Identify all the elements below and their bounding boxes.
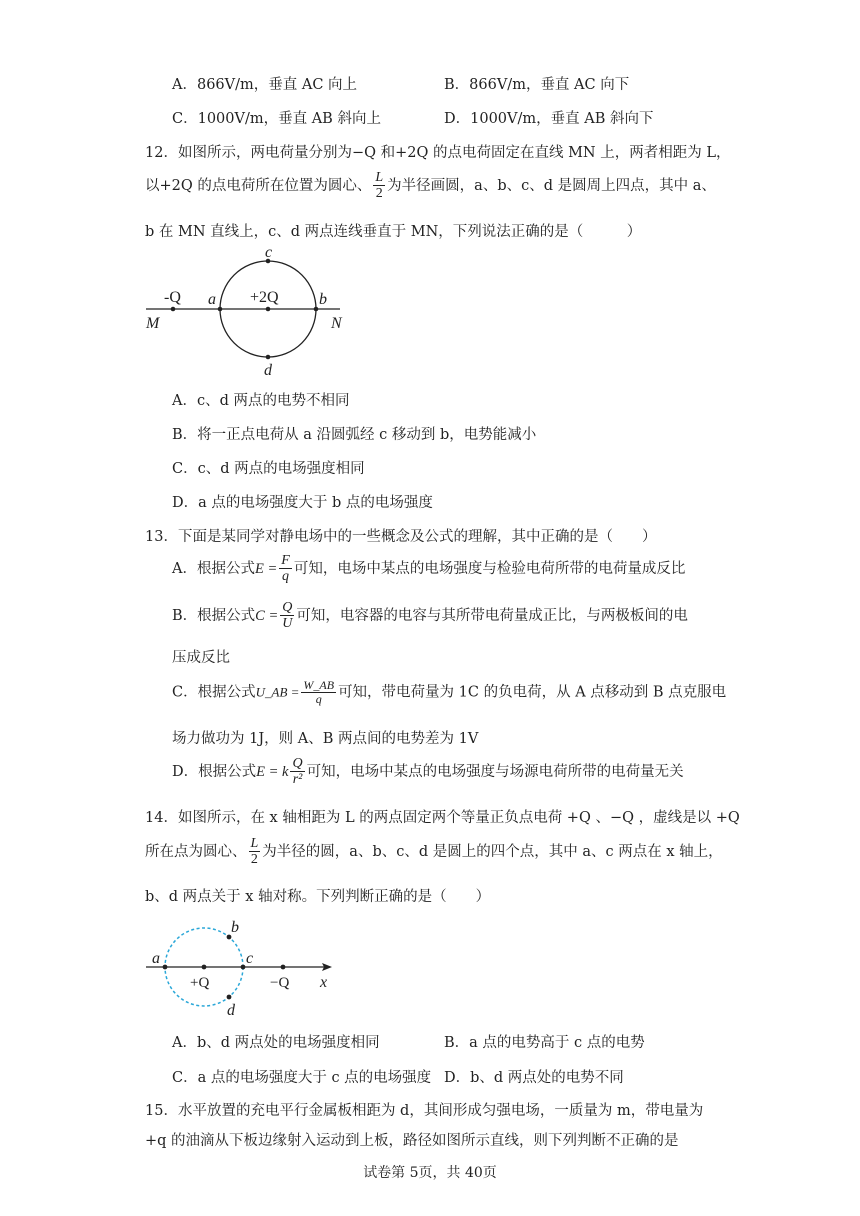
label-a: a xyxy=(208,291,216,308)
q12-stem-line2: 以+2Q 的点电荷所在位置为圆心、 $\frac{L}{2}$ 为半径画圆，a、b、c、d 是圆周上四点，其中 a、 xyxy=(145,170,716,202)
page-footer: 试卷第 5页，共 40页 xyxy=(363,1165,497,1181)
q12-option-d: D．a 点的电场强度大于 b 点的电场强度 xyxy=(172,495,433,511)
q11-option-a: A．866V/m，垂直 AC 向上 xyxy=(172,77,358,93)
q13-option-a: A．根据公式E = $\frac{F}{q}$ 可知，电场中某点的电场强度与检验电荷所带的电荷量成反比 xyxy=(172,553,686,585)
q14-stem-line3: b、d 两点关于 x 轴对称。下列判断正确的是（ ） xyxy=(145,889,491,905)
neg-charge-dot xyxy=(281,965,286,970)
q13-option-b: B．根据公式C = $\frac{Q}{U}$ 可知，电容器的电容与其所带电荷量成正比，与两极板间的电 xyxy=(172,600,688,632)
q13-stem: 13．下面是某同学对静电场中的一些概念及公式的理解，其中正确的是（ ） xyxy=(145,529,657,545)
label-b: b xyxy=(231,919,239,936)
point-a-dot xyxy=(163,965,168,970)
label-c: c xyxy=(246,950,254,967)
label-pos-2q: +2Q xyxy=(250,289,279,306)
q13-option-d: D．根据公式E = k $\frac{Q}{\text{r²}}$ 可知，电场中某点的电场强度与场源电荷所带的电荷量无关 xyxy=(172,756,684,788)
q14-option-a: A．b、d 两点处的电场强度相同 xyxy=(172,1035,380,1051)
q15-stem-line2: +q 的油滴从下板边缘射入运动到上板，路径如图所示直线，则下列判断不正确的是 xyxy=(145,1133,679,1149)
q12-option-c: C．c、d 两点的电场强度相同 xyxy=(172,461,365,477)
q14-fraction: $\frac{L}{2}$ xyxy=(250,836,259,868)
q13-option-c-line2: 场力做功为 1J，则 A、B 两点间的电势差为 1V xyxy=(172,731,479,747)
neg-charge-dot xyxy=(171,307,176,312)
q14-option-c: C．a 点的电场强度大于 c 点的电场强度 xyxy=(172,1070,432,1086)
point-b-dot xyxy=(314,307,319,312)
q12-stem-line3: b 在 MN 直线上，c、d 两点连线垂直于 MN，下列说法正确的是（ ） xyxy=(145,224,642,240)
q12-stem-line1: 12．如图所示，两电荷量分别为−Q 和+2Q 的点电荷固定在直线 MN 上，两者相距为 L， xyxy=(145,145,731,161)
label-n: N xyxy=(331,315,342,332)
q11-option-d: D．1000V/m，垂直 AB 斜向下 xyxy=(444,111,654,127)
point-c-dot xyxy=(241,965,246,970)
point-d-dot xyxy=(266,355,271,360)
point-a-dot xyxy=(218,307,223,312)
label-c: c xyxy=(265,244,273,261)
q12-option-b: B．将一正点电荷从 a 沿圆弧经 c 移动到 b，电势能减小 xyxy=(172,427,537,443)
q14-figure xyxy=(140,914,340,1020)
q12-fraction: $\frac{L}{2}$ xyxy=(375,170,384,202)
q13-option-b-line2: 压成反比 xyxy=(172,650,230,666)
label-m: M xyxy=(146,315,160,332)
q15-stem-line1: 15．水平放置的充电平行金属板相距为 d，其间形成匀强电场，一质量为 m，带电量为 xyxy=(145,1103,704,1119)
q12-option-a: A．c、d 两点的电势不相同 xyxy=(172,393,350,409)
label-neg-q: −Q xyxy=(270,975,290,991)
point-d-dot xyxy=(227,995,232,1000)
label-pos-q: +Q xyxy=(190,975,210,991)
q13-option-c: C．根据公式U_AB = $\frac{W\_AB}{q}$ 可知，带电荷量为 1C 的负电荷，从 A 点移动到 B 点克服电 xyxy=(172,678,727,707)
q14-option-d: D．b、d 两点处的电势不同 xyxy=(444,1070,624,1086)
q14-stem-line1: 14．如图所示，在 x 轴相距为 L 的两点固定两个等量正负点电荷 +Q 、−Q ，虚线是以 +Q xyxy=(145,810,740,826)
q11-option-c: C．1000V/m，垂直 AB 斜向上 xyxy=(172,111,381,127)
q12-figure xyxy=(140,244,360,378)
label-x: x xyxy=(320,974,328,991)
pos-charge-dot xyxy=(202,965,207,970)
label-b: b xyxy=(319,291,327,308)
pos-charge-dot xyxy=(266,307,271,312)
q11-option-b: B．866V/m，垂直 AC 向下 xyxy=(444,77,630,93)
label-d: d xyxy=(227,1002,235,1019)
q14-option-b: B．a 点的电势高于 c 点的电势 xyxy=(444,1035,645,1051)
label-d: d xyxy=(264,362,272,378)
label-neg-q: -Q xyxy=(164,289,181,306)
q14-stem-line2: 所在点为圆心、 $\frac{L}{2}$ 为半径的圆，a、b、c、d 是圆上的四个点，其中 a、c 两点在 x 轴上， xyxy=(145,836,723,868)
label-a: a xyxy=(152,950,160,967)
